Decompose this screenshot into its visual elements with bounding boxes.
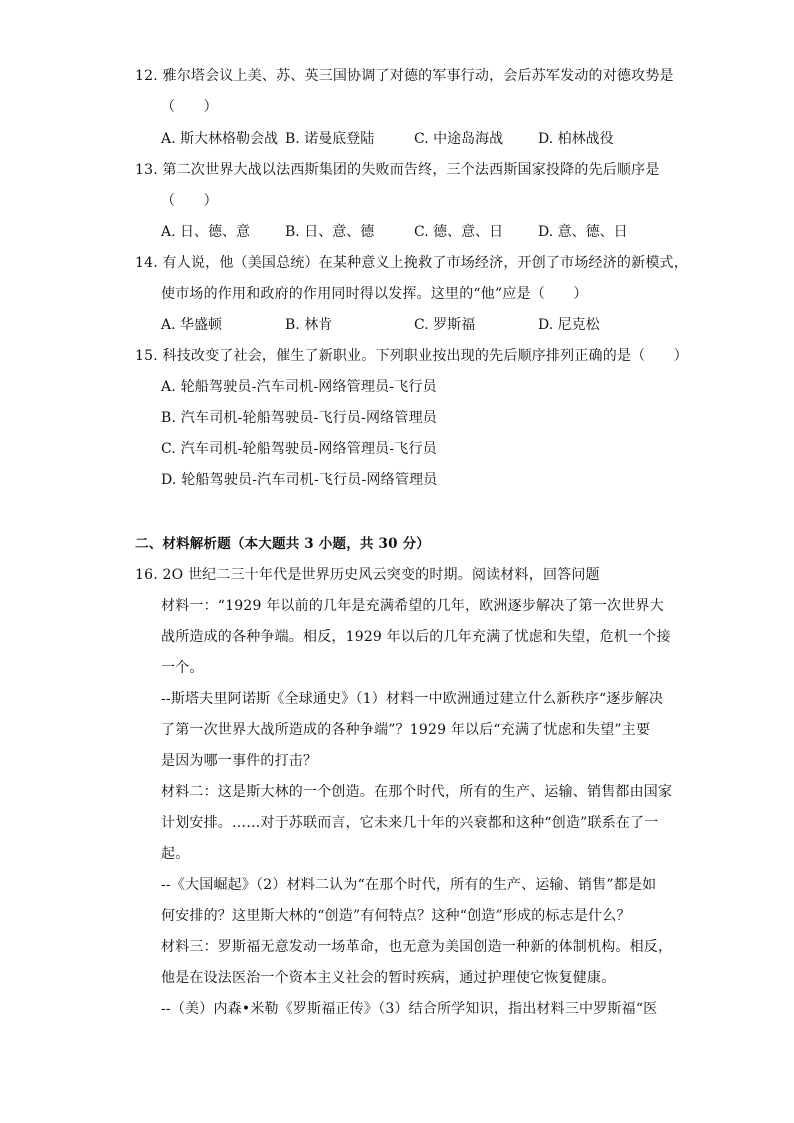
q14-stem-cont: 使市场的作用和政府的作用同时得以发挥。这里的“他”应是（ ）: [161, 286, 588, 302]
q16-material-line: --斯塔夫里阿诺斯《全球通史》（1）材料一中欧洲通过建立什么新秩序“逐步解决: [161, 691, 664, 707]
q12-options: [161, 130, 721, 148]
q14-option-a: A. 华盛顿: [161, 317, 223, 333]
q14-options: [161, 316, 721, 334]
q13-option-b: B. 日、意、德: [285, 224, 375, 240]
q16-material-line: 一个。: [161, 660, 204, 676]
q16-material-line: --《大国崛起》（2）材料二认为“在那个时代，所有的生产、运输、销售”都是如: [161, 877, 657, 893]
q16-material-line: 材料一：“1929 年以前的几年是充满希望的几年，欧洲逐步解决了第一次世界大: [161, 598, 664, 614]
q16-stem: 16. 2O 世纪二三十年代是世界历史风云突变的时期。阅读材料，回答问题: [135, 567, 600, 583]
q13-option-c: C. 德、意、日: [414, 224, 504, 240]
q12-option-c: C. 中途岛海战: [414, 131, 504, 147]
q15-option-c: C. 汽车司机-轮船驾驶员-网络管理员-飞行员: [161, 441, 437, 457]
q14-stem: 14. 有人说，他（美国总统）在某种意义上挽救了市场经济，开创了市场经济的新模式，: [135, 255, 688, 271]
q16-material-line: 计划安排。……对于苏联而言，它未来几十年的兴衰都和这种“创造”联系在了一: [161, 815, 659, 831]
q13-options: [161, 223, 721, 241]
q12-stem: 12. 雅尔塔会议上美、苏、英三国协调了对德的军事行动，会后苏军发动的对德攻势是: [135, 68, 674, 84]
q14-option-b: B. 林肯: [285, 317, 333, 333]
q15-option-b: B. 汽车司机-轮船驾驶员-飞行员-网络管理员: [161, 410, 437, 426]
q16-material-line: --（美）内森•米勒《罗斯福正传》（3）结合所学知识，指出材料三中罗斯福“医: [161, 1001, 658, 1017]
q16-material-line: 是因为哪一事件的打击？: [161, 753, 318, 769]
q15-option-d: D. 轮船驾驶员-汽车司机-飞行员-网络管理员: [161, 472, 438, 488]
q15-stem: 15. 科技改变了社会，催生了新职业。下列职业按出现的先后顺序排列正确的是（ ）: [135, 348, 688, 364]
q12-answer-blank: （ ）: [161, 99, 218, 115]
q13-option-a: A. 日、德、意: [161, 224, 251, 240]
q16-material-line: 材料三：罗斯福无意发动一场革命，也无意为美国创造一种新的体制机构。相反，: [161, 939, 673, 955]
q16-material-line: 了第一次世界大战所造成的各种争端”？1929 年以后“充满了忧虑和失望”主要: [161, 722, 651, 738]
q15-option-a: A. 轮船驾驶员-汽车司机-网络管理员-飞行员: [161, 379, 437, 395]
q12-option-d: D. 柏林战役: [538, 131, 614, 147]
q13-stem: 13. 第二次世界大战以法西斯集团的失败而告终，三个法西斯国家投降的先后顺序是: [135, 162, 660, 178]
q16-material-line: 他是在设法医治一个资本主义社会的暂时疾病，通过护理使它恢复健康。: [161, 970, 616, 986]
q12-option-b: B. 诺曼底登陆: [285, 131, 375, 147]
q16-material-line: 战所造成的各种争端。相反，1929 年以后的几年充满了忧虑和失望，危机一个接: [161, 629, 671, 645]
q13-answer-blank: （ ）: [161, 193, 218, 209]
q16-material-line: 材料二：这是斯大林的一个创造。在那个时代，所有的生产、运输、销售都由国家: [161, 784, 673, 800]
q13-option-d: D. 意、德、日: [538, 224, 628, 240]
q14-option-d: D. 尼克松: [538, 317, 600, 333]
q16-material-line: 何安排的？这里斯大林的“创造”有何特点？这种“创造”形成的标志是什么？: [161, 908, 631, 924]
q14-option-c: C. 罗斯福: [414, 317, 476, 333]
section-heading: 二、材料解析题（本大题共 3 小题，共 30 分）: [135, 536, 430, 552]
q12-option-a: A. 斯大林格勒会战: [161, 131, 279, 147]
q16-material-line: 起。: [161, 846, 190, 862]
